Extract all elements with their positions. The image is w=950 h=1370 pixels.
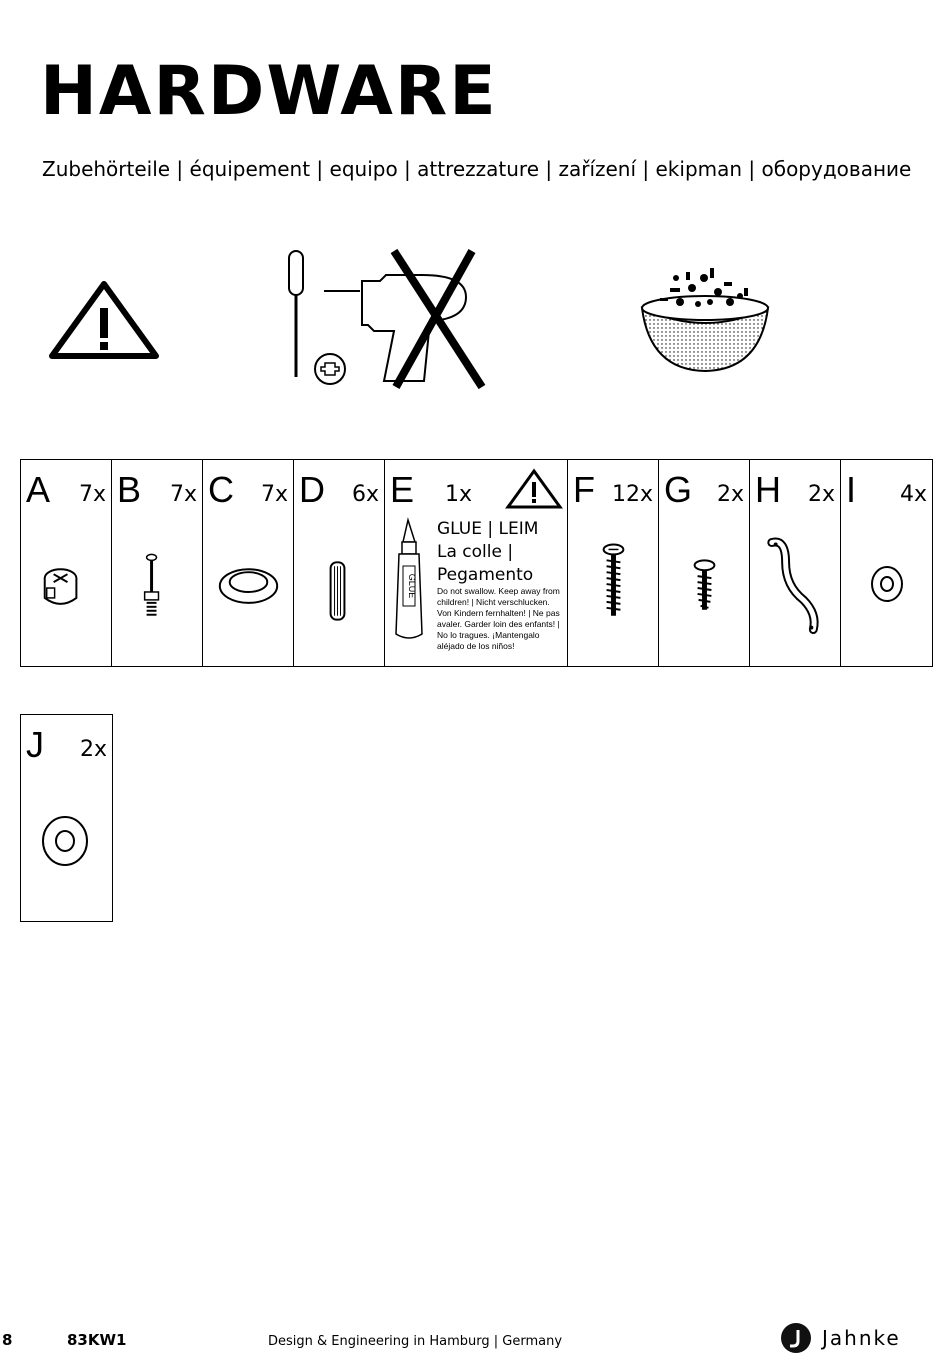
part-quantity: 4x <box>899 482 927 507</box>
cam-bolt-icon <box>112 520 202 660</box>
part-letter: J <box>26 724 44 765</box>
part-cell-f <box>568 460 659 666</box>
long-screw-icon <box>568 520 658 660</box>
part-cell-i <box>841 460 932 666</box>
part-cell-a <box>21 460 112 666</box>
part-letter: C <box>208 469 234 510</box>
part-cell-d <box>294 460 385 666</box>
brand-logo <box>780 1320 920 1356</box>
short-screw-icon <box>659 520 749 660</box>
footer-tagline: Design & Engineering in Hamburg | Germany <box>268 1334 563 1349</box>
page-subtitle: Zubehörteile | équipement | equipo | attrezzature | zařízení | ekipman | оборудование <box>42 157 912 181</box>
part-quantity: 12x <box>611 482 653 507</box>
warning-triangle-icon <box>505 468 563 510</box>
part-cell-b <box>112 460 203 666</box>
strap-bracket-icon <box>750 520 840 660</box>
part-letter: H <box>755 469 781 510</box>
glue-label: GLUE | LEIM La colle | Pegamento <box>437 519 539 585</box>
page-number: 8 <box>2 1331 13 1349</box>
part-quantity: 2x <box>79 737 107 762</box>
cam-lock-icon <box>21 520 111 660</box>
part-quantity: 2x <box>716 482 744 507</box>
part-quantity: 2x <box>807 482 835 507</box>
parts-grid <box>20 459 933 667</box>
part-letter: G <box>664 469 693 510</box>
part-letter: B <box>117 469 142 510</box>
part-quantity: 1x <box>445 482 473 507</box>
part-cell-j <box>20 714 113 922</box>
part-letter: D <box>299 469 325 510</box>
glue-tube-icon <box>389 516 435 666</box>
part-quantity: 7x <box>78 482 106 507</box>
part-letter: I <box>846 469 857 510</box>
model-number: 83KW1 <box>67 1331 127 1349</box>
glue-warning-text: Do not swallow. Keep away from children! | Nicht verschlucken. Von Kindern fernhalten! | Ne pas avaler. Garder loin des enfants! | No lo tragues. ¡Mantengalo aléjado de los niños! <box>437 586 560 651</box>
cover-cap-icon <box>203 520 293 660</box>
part-cell-h <box>750 460 841 666</box>
large-washer-icon <box>21 775 112 915</box>
brand-name: Jahnke <box>822 1326 901 1350</box>
warning-triangle-icon <box>48 280 160 360</box>
part-letter: A <box>26 469 51 510</box>
part-cell-c <box>203 460 294 666</box>
wooden-dowel-icon <box>294 520 384 660</box>
jahnke-logo-icon <box>780 1322 812 1354</box>
part-letter: F <box>573 469 595 510</box>
part-quantity: 7x <box>169 482 197 507</box>
screwdriver-yes-drill-no-icon <box>282 245 492 390</box>
glue-tube-label: GLUE <box>407 573 417 599</box>
part-cell-e <box>385 460 568 666</box>
part-quantity: 7x <box>260 482 288 507</box>
parts-bowl-icon <box>640 258 770 378</box>
part-quantity: 6x <box>351 482 379 507</box>
part-letter: E <box>390 469 415 510</box>
page-title: HARDWARE <box>40 52 498 131</box>
part-cell-g <box>659 460 750 666</box>
washer-icon <box>841 520 932 660</box>
